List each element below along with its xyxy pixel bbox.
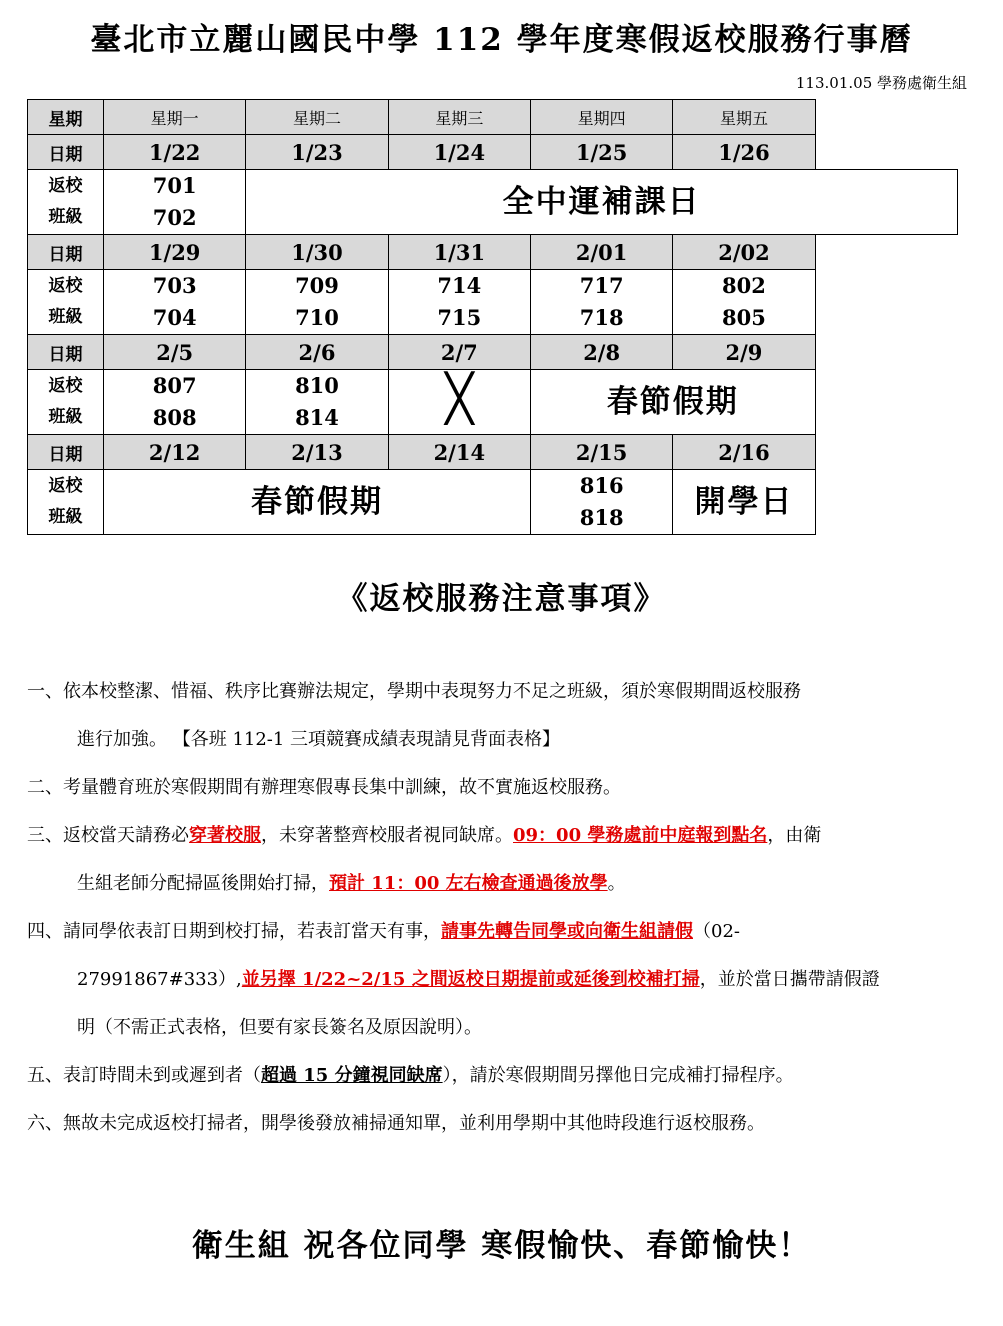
event-cell: 春節假期 [530, 370, 815, 435]
date-row [28, 235, 958, 270]
note-item-continued: 生組老師分配掃區後開始打掃，預計 11：00 左右檢查通過後放學。 [77, 873, 626, 894]
footer-greeting: 衛生組 祝各位同學 寒假愉快、春節愉快！ [191, 1228, 812, 1264]
date-cell: 2/8 [530, 335, 672, 370]
class-row [28, 470, 958, 535]
class-cell: 703 704 [104, 270, 246, 335]
note-item-continued: 明（不需正式表格，但要有家長簽名及原因說明）。 [77, 1017, 482, 1038]
class-label: 返校 班級 [28, 370, 104, 435]
weekday-label: 星期 [28, 100, 104, 135]
class-cell: 816 818 [530, 470, 672, 535]
note-item: 四、請同學依表訂日期到校打掃，若表訂當天有事，請事先轉告同學或向衛生組請假（02- [27, 921, 740, 942]
class-cell: 810 814 [246, 370, 388, 435]
date-cell: 1/25 [530, 135, 672, 170]
date-cell: 1/23 [246, 135, 388, 170]
class-cell: 807 808 [104, 370, 246, 435]
date-cell: 2/02 [673, 235, 815, 270]
cross-mark-icon: ╳ [445, 370, 474, 425]
note-item: 二、考量體育班於寒假期間有辦理寒假專長集中訓練，故不實施返校服務。 [27, 777, 621, 798]
date-cell: 1/24 [388, 135, 530, 170]
event-cell: 開學日 [673, 470, 815, 535]
calendar-table [27, 99, 958, 535]
date-cell: 2/6 [246, 335, 388, 370]
note-item-continued: 進行加強。 【各班 112-1 三項競賽成績表現請見背面表格】 [77, 729, 561, 750]
date-cell: 2/16 [673, 435, 815, 470]
note-item: 三、返校當天請務必穿著校服，未穿著整齊校服者視同缺席。09：00 學務處前中庭報到點名，由衛 [27, 825, 822, 846]
class-cell: 802 805 [673, 270, 815, 335]
class-cell: 714 715 [388, 270, 530, 335]
class-cell: 701 702 [104, 170, 246, 235]
date-label: 日期 [28, 135, 104, 170]
date-cell: 1/22 [104, 135, 246, 170]
event-cell: 全中運補課日 [246, 170, 958, 235]
weekday-cell: 星期四 [530, 100, 672, 135]
date-cell: 1/31 [388, 235, 530, 270]
weekday-row [28, 100, 958, 135]
date-cell: 2/13 [246, 435, 388, 470]
class-label: 返校 班級 [28, 470, 104, 535]
date-cell: 2/01 [530, 235, 672, 270]
event-cell: 春節假期 [104, 470, 531, 535]
date-cell: 2/7 [388, 335, 530, 370]
page-title: 臺北市立麗山國民中學 112 學年度寒假返校服務行事曆 [90, 22, 913, 58]
notes-title: 《返校服務注意事項》 [336, 581, 667, 617]
issue-date: 113.01.05 學務處衛生組 [795, 74, 967, 92]
cross-cell [388, 370, 530, 435]
date-row [28, 435, 958, 470]
weekday-cell: 星期五 [673, 100, 815, 135]
weekday-cell: 星期二 [246, 100, 388, 135]
date-cell: 2/9 [673, 335, 815, 370]
date-cell: 2/14 [388, 435, 530, 470]
class-row [28, 370, 958, 435]
class-cell: 709 710 [246, 270, 388, 335]
class-row [28, 170, 958, 235]
note-item: 六、無故未完成返校打掃者，開學後發放補掃通知單，並利用學期中其他時段進行返校服務。 [27, 1113, 765, 1134]
date-cell: 1/30 [246, 235, 388, 270]
note-item-continued: 27991867#333）,並另擇 1/22~2/15 之間返校日期提前或延後到校補打掃，並於當日攜帶請假證 [77, 969, 880, 990]
date-cell: 1/26 [673, 135, 815, 170]
date-row [28, 135, 958, 170]
date-label: 日期 [28, 335, 104, 370]
class-label: 返校 班級 [28, 270, 104, 335]
note-item: 一、依本校整潔、惜福、秩序比賽辦法規定，學期中表現努力不足之班級，須於寒假期間返校服務 [27, 681, 801, 702]
class-label: 返校 班級 [28, 170, 104, 235]
class-cell: 717 718 [530, 270, 672, 335]
note-item: 五、表訂時間未到或遲到者（超過 15 分鐘視同缺席），請於寒假期間另擇他日完成補打掃程序。 [27, 1065, 794, 1086]
weekday-cell: 星期一 [104, 100, 246, 135]
date-cell: 1/29 [104, 235, 246, 270]
date-cell: 2/15 [530, 435, 672, 470]
date-cell: 2/12 [104, 435, 246, 470]
date-label: 日期 [28, 235, 104, 270]
class-row [28, 270, 958, 335]
weekday-cell: 星期三 [388, 100, 530, 135]
date-row [28, 335, 958, 370]
notes-list [27, 668, 977, 1148]
date-cell: 2/5 [104, 335, 246, 370]
date-label: 日期 [28, 435, 104, 470]
